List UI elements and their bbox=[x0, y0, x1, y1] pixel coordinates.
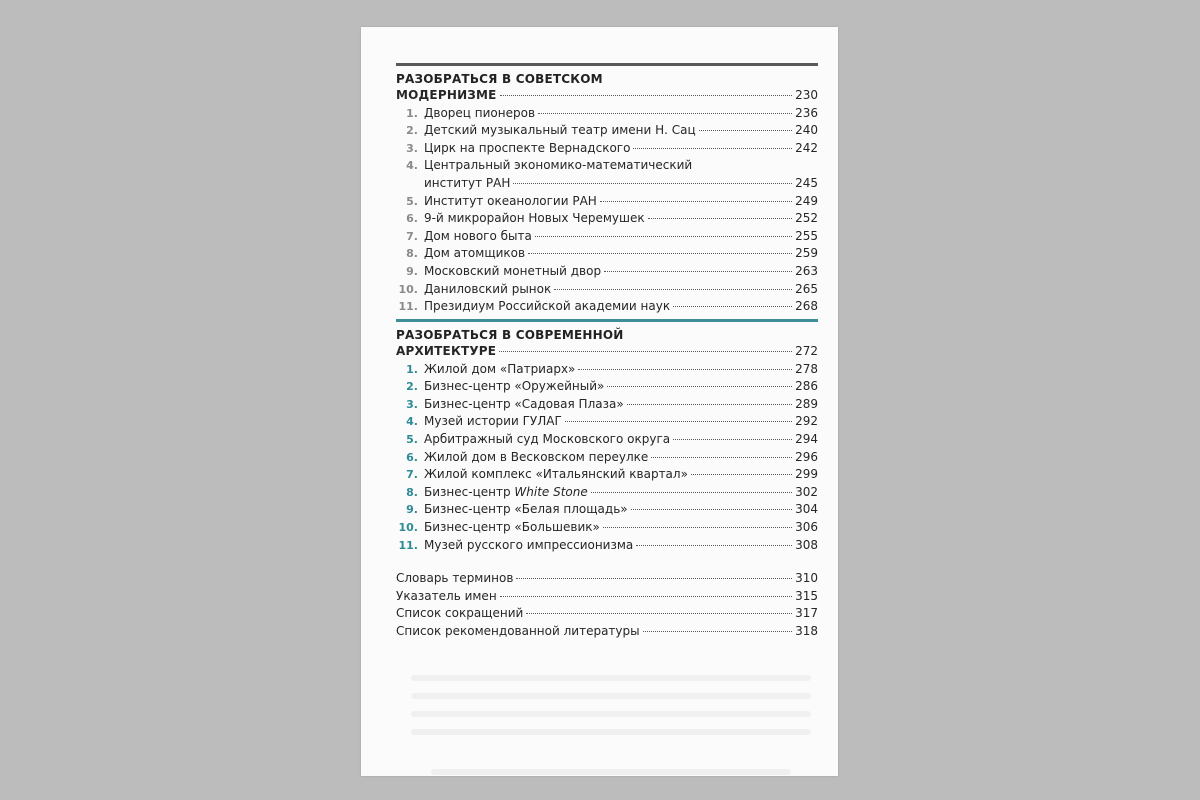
entry-title: 9-й микрорайон Новых Черемушек bbox=[424, 211, 645, 226]
dot-leader bbox=[636, 545, 792, 546]
dot-leader bbox=[535, 236, 792, 237]
toc-entry[interactable] bbox=[396, 484, 818, 502]
page-number: 296 bbox=[795, 449, 818, 464]
entry-number: 11. bbox=[398, 538, 418, 552]
toc-entry[interactable] bbox=[396, 378, 818, 396]
entry-title: Жилой дом «Патриарх» bbox=[424, 361, 576, 376]
page-number: 278 bbox=[795, 361, 818, 376]
entry-title: Бизнес-центр «Садовая Плаза» bbox=[424, 396, 624, 411]
page-number: 317 bbox=[795, 606, 818, 621]
entry-number: 4. bbox=[406, 159, 418, 173]
page-number: 304 bbox=[795, 502, 818, 517]
entry-title-line1: Центральный экономико-математический bbox=[424, 158, 693, 173]
toc-entry[interactable] bbox=[396, 361, 818, 379]
entry-title: Музей русского импрессионизма bbox=[424, 537, 634, 552]
dot-leader bbox=[643, 631, 792, 632]
section-title-row[interactable] bbox=[396, 343, 818, 361]
page-number: 306 bbox=[795, 519, 818, 534]
toc-entry[interactable] bbox=[396, 605, 818, 623]
toc-entry[interactable] bbox=[396, 537, 818, 555]
dot-leader bbox=[500, 95, 793, 96]
entry-number: 7. bbox=[406, 468, 418, 482]
toc-entry[interactable] bbox=[396, 413, 818, 431]
dot-leader bbox=[627, 404, 792, 405]
dot-leader bbox=[499, 351, 792, 352]
toc-entry[interactable] bbox=[396, 298, 818, 316]
entry-number: 6. bbox=[406, 212, 418, 226]
toc-entry[interactable] bbox=[396, 228, 818, 246]
toc-entry[interactable] bbox=[396, 449, 818, 467]
entry-title: Указатель имен bbox=[396, 588, 497, 603]
section-title-line1: РАЗОБРАТЬСЯ В СОВЕТСКОМ bbox=[396, 72, 603, 86]
section-title-row[interactable] bbox=[396, 87, 818, 105]
toc-entry[interactable] bbox=[396, 431, 818, 449]
entry-title: Дом атомщиков bbox=[424, 246, 526, 261]
entry-number: 1. bbox=[406, 362, 418, 376]
page-number: 236 bbox=[795, 105, 818, 120]
toc-section-soviet-modernism bbox=[396, 63, 818, 316]
entry-number: 6. bbox=[406, 450, 418, 464]
toc-entry[interactable] bbox=[396, 263, 818, 281]
page-number: 272 bbox=[795, 344, 818, 358]
entry-number: 11. bbox=[398, 300, 418, 314]
toc-entry[interactable] bbox=[396, 570, 818, 588]
dot-leader bbox=[513, 183, 792, 184]
dot-leader bbox=[699, 130, 792, 131]
dot-leader bbox=[538, 113, 792, 114]
entry-title: Даниловский рынок bbox=[424, 281, 552, 296]
page-number: 268 bbox=[795, 299, 818, 314]
dot-leader bbox=[554, 289, 792, 290]
show-through-line bbox=[411, 729, 811, 735]
entry-title: Цирк на проспекте Вернадского bbox=[424, 140, 631, 155]
entry-title: Детский музыкальный театр имени Н. Сац bbox=[424, 123, 696, 138]
entry-title: Московский монетный двор bbox=[424, 263, 602, 278]
entry-title: Словарь терминов bbox=[396, 571, 514, 585]
page-number: 286 bbox=[795, 379, 818, 394]
entry-number: 7. bbox=[406, 229, 418, 243]
entry-title bbox=[424, 484, 588, 502]
entry-title: Список сокращений bbox=[396, 606, 524, 621]
entry-title-italic: White Stone bbox=[514, 484, 588, 499]
show-through-line bbox=[411, 693, 811, 699]
entry-title: Жилой комплекс «Итальянский квартал» bbox=[424, 467, 688, 482]
toc-appendix bbox=[396, 570, 818, 640]
show-through-line bbox=[411, 711, 811, 717]
entry-title: Бизнес-центр «Большевик» bbox=[424, 519, 600, 534]
dot-leader bbox=[603, 527, 792, 528]
page-number: 263 bbox=[795, 263, 818, 278]
page-number: 292 bbox=[795, 414, 818, 429]
section-title-line2: АРХИТЕКТУРЕ bbox=[396, 344, 497, 358]
entry-number: 3. bbox=[406, 141, 418, 155]
toc-entry[interactable] bbox=[396, 122, 818, 140]
dot-leader bbox=[600, 201, 792, 202]
toc-entry[interactable] bbox=[396, 140, 818, 158]
page-number: 315 bbox=[795, 588, 818, 603]
dot-leader bbox=[631, 509, 792, 510]
toc-entry[interactable] bbox=[396, 466, 818, 484]
toc-entry[interactable] bbox=[396, 193, 818, 211]
toc-entry[interactable] bbox=[396, 245, 818, 263]
entry-number: 10. bbox=[398, 520, 418, 534]
entry-title-prefix: Бизнес-центр bbox=[424, 484, 515, 499]
dot-leader bbox=[591, 492, 792, 493]
page-number: 265 bbox=[795, 281, 818, 296]
entry-title: Бизнес-центр «Оружейный» bbox=[424, 379, 605, 394]
toc-entry[interactable] bbox=[396, 501, 818, 519]
page-number: 259 bbox=[795, 246, 818, 261]
entry-number: 2. bbox=[406, 380, 418, 394]
dot-leader bbox=[673, 306, 792, 307]
dot-leader bbox=[607, 386, 792, 387]
dot-leader bbox=[500, 596, 792, 597]
page-number: 302 bbox=[795, 484, 818, 499]
entry-number: 9. bbox=[406, 264, 418, 278]
entry-title: Бизнес-центр «Белая площадь» bbox=[424, 502, 628, 517]
section-title-line1: РАЗОБРАТЬСЯ В СОВРЕМЕННОЙ bbox=[396, 328, 624, 342]
entry-number: 3. bbox=[406, 397, 418, 411]
entry-number: 10. bbox=[398, 282, 418, 296]
entry-number: 8. bbox=[406, 485, 418, 499]
section-title-line2: МОДЕРНИЗМЕ bbox=[396, 88, 497, 102]
page-number: 318 bbox=[795, 623, 818, 638]
dot-leader bbox=[651, 457, 792, 458]
entry-title: Жилой дом в Весковском переулке bbox=[424, 449, 649, 464]
page-number: 230 bbox=[795, 88, 818, 102]
toc-entry[interactable] bbox=[396, 281, 818, 299]
entry-title: Институт океанологии РАН bbox=[424, 193, 597, 208]
book-page bbox=[361, 27, 838, 776]
section-divider-bar bbox=[396, 63, 818, 66]
toc-entry[interactable] bbox=[396, 588, 818, 606]
toc-section-contemporary-architecture bbox=[396, 319, 818, 554]
page-number: 308 bbox=[795, 537, 818, 552]
page-number: 255 bbox=[795, 228, 818, 243]
entry-title: Список рекомендованной литературы bbox=[396, 623, 640, 638]
dot-leader bbox=[578, 369, 792, 370]
dot-leader bbox=[565, 421, 792, 422]
page-number: 252 bbox=[795, 211, 818, 226]
entry-number: 9. bbox=[406, 503, 418, 517]
entry-number: 2. bbox=[406, 124, 418, 138]
entry-title: институт РАН bbox=[424, 175, 511, 190]
toc-entry[interactable] bbox=[396, 623, 818, 641]
dot-leader bbox=[526, 613, 792, 614]
dot-leader bbox=[648, 218, 792, 219]
entry-title: Дом нового быта bbox=[424, 228, 532, 243]
section-divider-bar bbox=[396, 319, 818, 322]
entry-title: Арбитражный суд Московского округа bbox=[424, 431, 671, 446]
dot-leader bbox=[528, 253, 792, 254]
dot-leader bbox=[633, 148, 792, 149]
page-number: 240 bbox=[795, 123, 818, 138]
entry-title: Дворец пионеров bbox=[424, 105, 536, 120]
page-number: 249 bbox=[795, 193, 818, 208]
entry-number: 1. bbox=[406, 106, 418, 120]
dot-leader bbox=[516, 578, 792, 579]
page-number: 294 bbox=[795, 431, 818, 446]
entry-title: Музей истории ГУЛАГ bbox=[424, 414, 562, 429]
show-through-line bbox=[411, 675, 811, 681]
toc-entry[interactable] bbox=[396, 105, 818, 123]
entry-number: 8. bbox=[406, 247, 418, 261]
page-number: 310 bbox=[795, 571, 818, 585]
toc-entry[interactable] bbox=[396, 519, 818, 537]
show-through-line bbox=[431, 769, 791, 775]
entry-title: Президиум Российской академии наук bbox=[424, 299, 671, 314]
dot-leader bbox=[604, 271, 792, 272]
page-number: 289 bbox=[795, 396, 818, 411]
page-number: 245 bbox=[795, 175, 818, 190]
entry-number: 5. bbox=[406, 432, 418, 446]
dot-leader bbox=[691, 474, 792, 475]
entry-number: 4. bbox=[406, 415, 418, 429]
toc-entry[interactable] bbox=[396, 157, 818, 192]
toc-entry[interactable] bbox=[396, 396, 818, 414]
page-number: 299 bbox=[795, 467, 818, 482]
dot-leader bbox=[673, 439, 792, 440]
page-number: 242 bbox=[795, 140, 818, 155]
toc-entry[interactable] bbox=[396, 210, 818, 228]
entry-number: 5. bbox=[406, 194, 418, 208]
